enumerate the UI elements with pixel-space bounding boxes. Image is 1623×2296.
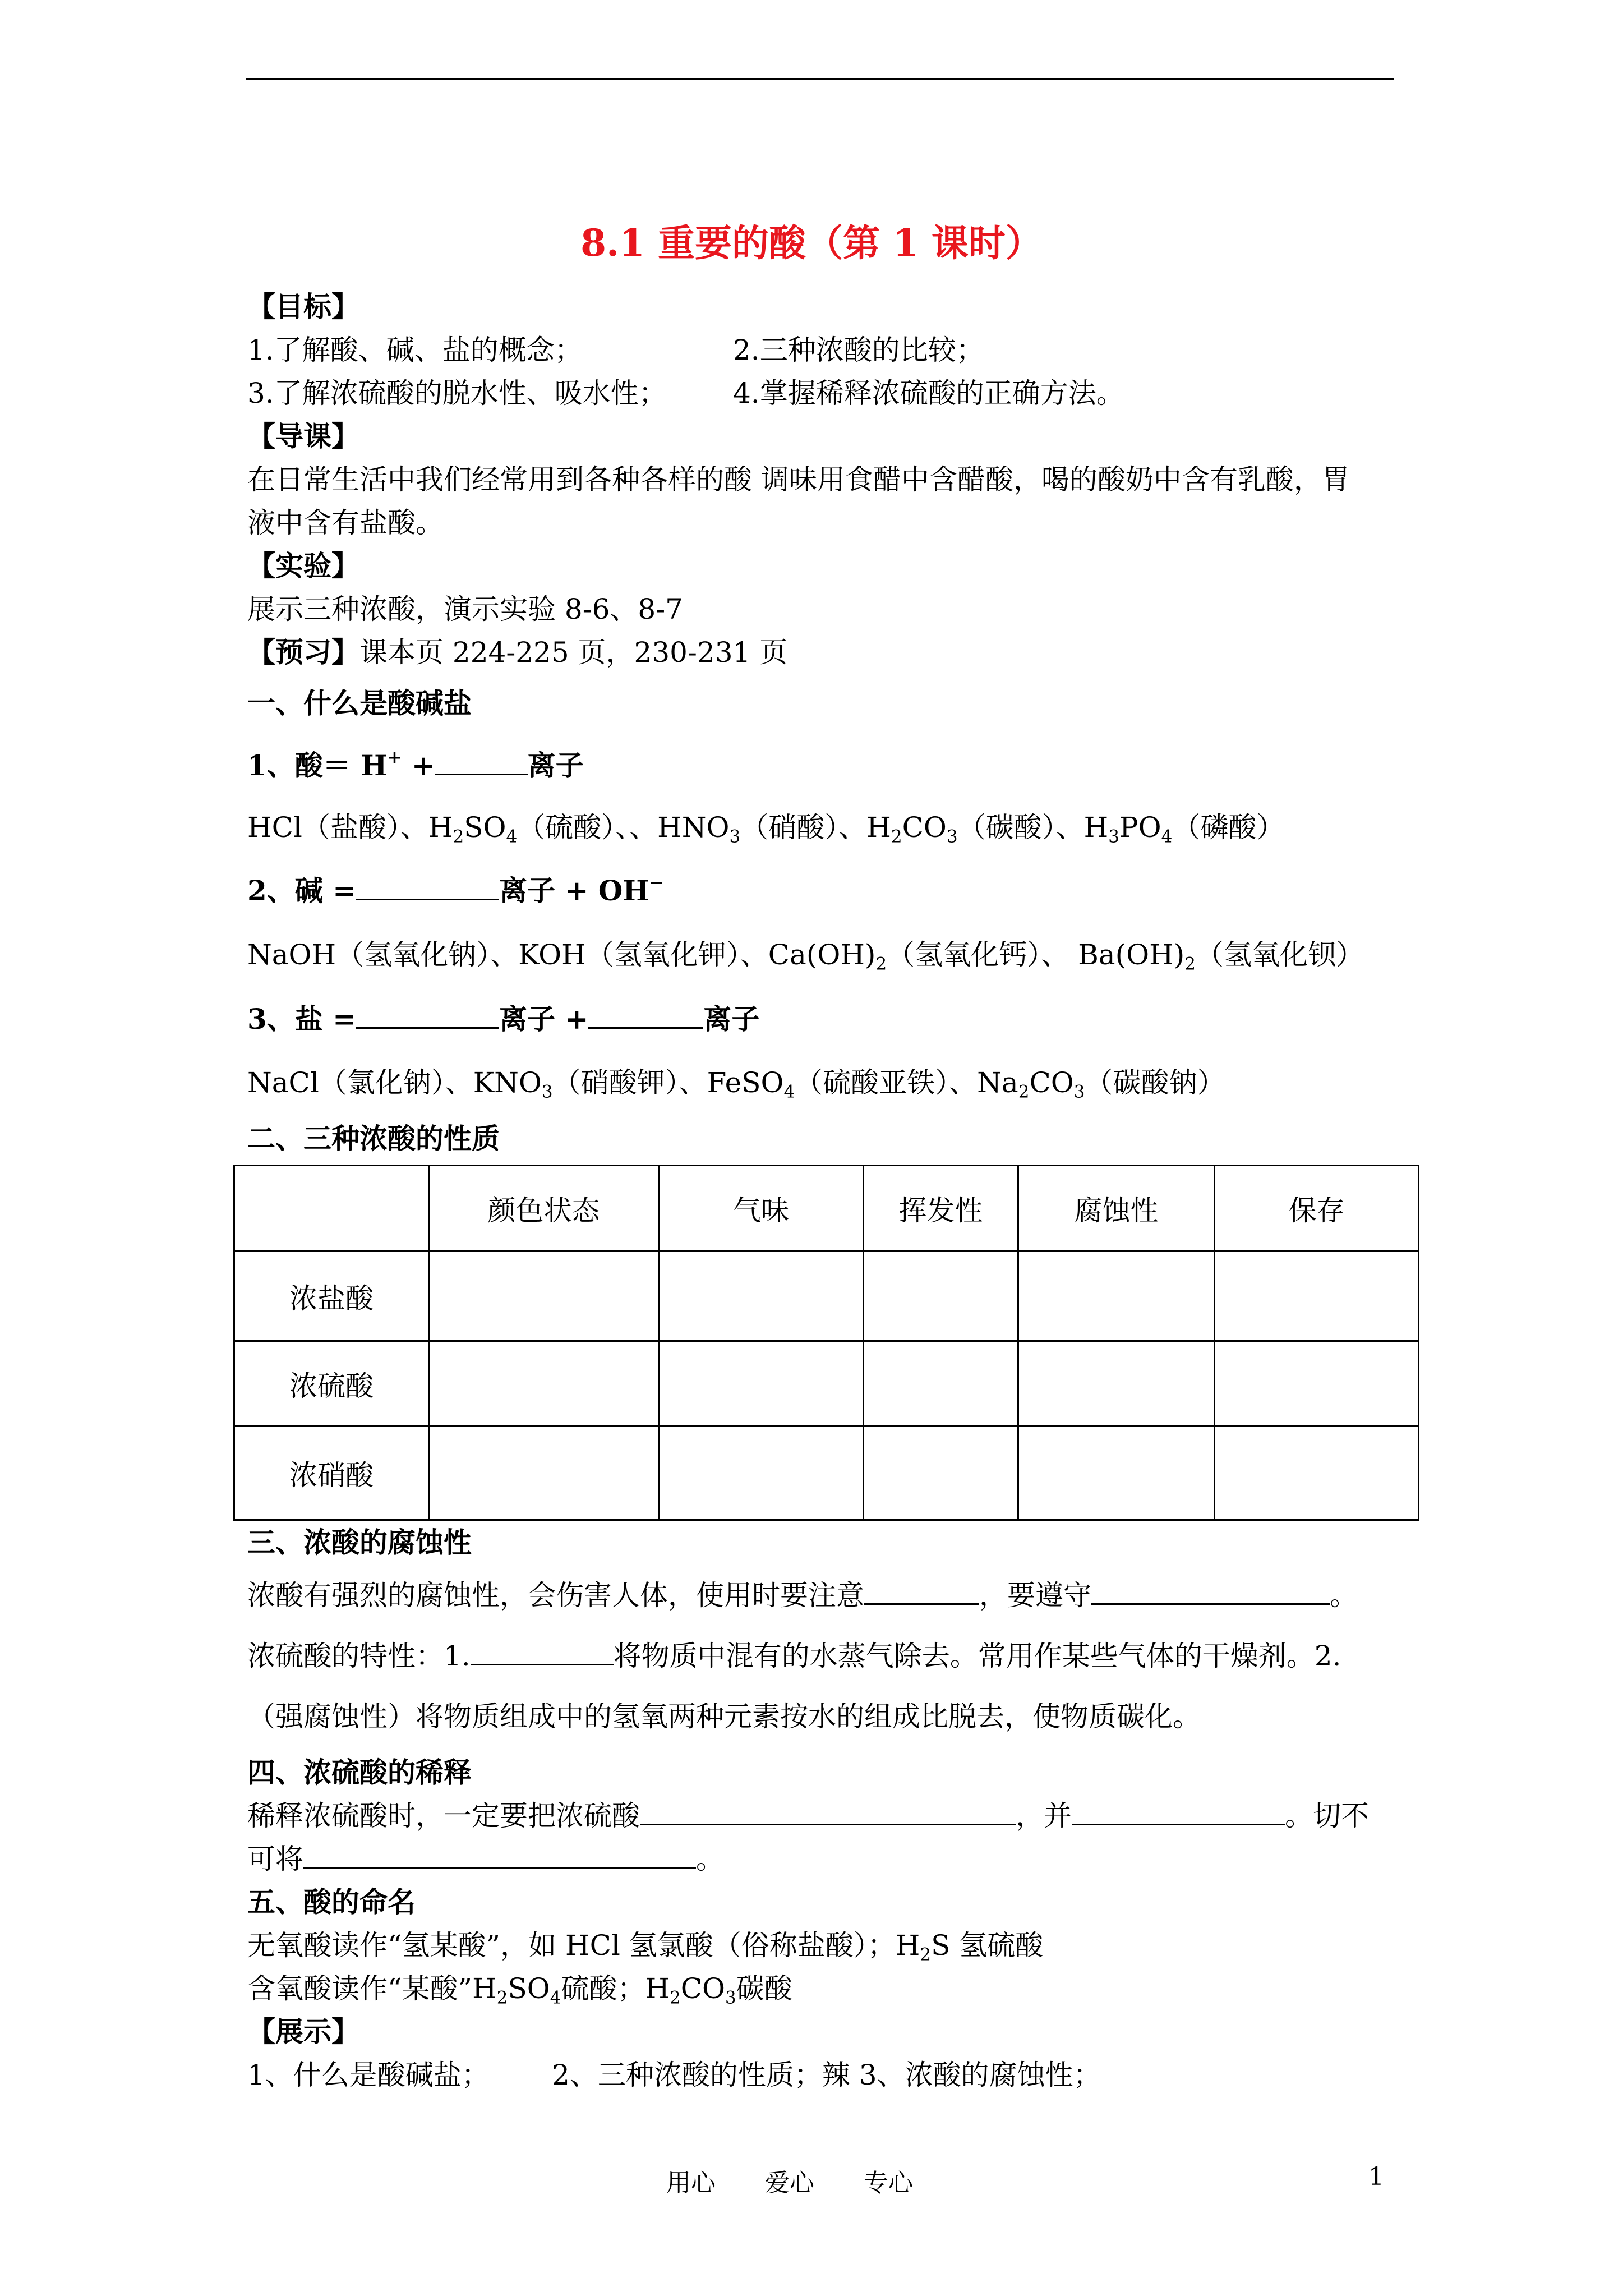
table-row (234, 1251, 1419, 1341)
table-cell[interactable] (429, 1427, 659, 1520)
preview-heading: 【预习】 (247, 636, 359, 669)
table-cell[interactable] (864, 1341, 1018, 1427)
dilution-line-2: 可将 。 (247, 1843, 724, 1875)
row-label-conc-hno3: 浓硝酸 (234, 1427, 429, 1520)
row-label-conc-h2so4: 浓硫酸 (234, 1341, 429, 1427)
base-definition (247, 873, 664, 909)
display-heading: 【展示】 (247, 2015, 359, 2048)
section1-heading: 一、什么是酸碱盐 (247, 687, 472, 720)
acid-def-prefix: 1、酸＝ H (247, 749, 388, 782)
table-header-color-state: 颜色状态 (429, 1166, 659, 1251)
row-label-conc-hcl: 浓盐酸 (234, 1251, 429, 1341)
display-text: 1、什么是酸碱盐； 2、三种浓酸的性质；辣 3、浓酸的腐蚀性； (247, 2059, 1101, 2091)
table-header-odor: 气味 (659, 1166, 864, 1251)
section5-heading: 五、酸的命名 (247, 1885, 416, 1918)
experiment-text: 展示三种浓酸，演示实验 8-6、8-7 (247, 593, 683, 625)
table-header-corner (234, 1166, 429, 1251)
footer-slogan-2: 爱心 (765, 2169, 814, 2197)
dilution-line-1: 稀释浓硫酸时，一定要把浓硫酸 ，并 。切不 (247, 1800, 1369, 1832)
table-cell[interactable] (659, 1341, 864, 1427)
page-title: 8.1 重要的酸（第 1 课时） (580, 221, 1043, 265)
dilution-blank-3[interactable] (303, 1842, 696, 1869)
salt-definition (247, 1001, 759, 1037)
salt-def-middle: 离子 + (499, 1002, 589, 1036)
table-cell[interactable] (429, 1341, 659, 1427)
table-header-storage: 保存 (1215, 1166, 1419, 1251)
sulfuric-properties: 浓硫酸的特性：1. 将物质中混有的水蒸气除去。常用作某些气体的干燥剂。2. (247, 1640, 1341, 1672)
intro-line-1: 在日常生活中我们经常用到各种各样的酸 调味用食醋中含醋酸，喝的酸奶中含有乳酸，胃 (247, 463, 1350, 496)
intro-line-2: 液中含有盐酸。 (247, 507, 444, 539)
section2-heading: 二、三种浓酸的性质 (247, 1122, 500, 1155)
section4-heading: 四、浓硫酸的稀释 (247, 1756, 472, 1789)
table-header-row (234, 1166, 1419, 1251)
preview-line (247, 634, 787, 670)
table-header-corrosiveness: 腐蚀性 (1018, 1166, 1215, 1251)
table-row (234, 1427, 1419, 1520)
objectives-heading: 【目标】 (247, 290, 359, 323)
hydrogen-ion-charge: + (387, 747, 402, 768)
hydroxide-charge: − (649, 872, 664, 893)
table-cell[interactable] (659, 1427, 864, 1520)
experiment-heading: 【实验】 (247, 549, 359, 582)
property-blank[interactable] (471, 1639, 614, 1665)
table-row (234, 1341, 1419, 1427)
header-rule (246, 78, 1394, 80)
table-cell[interactable] (1215, 1427, 1419, 1520)
base-examples: NaOH（氢氧化钠）、KOH（氢氧化钾）、$Ca(OH)_2$（氢氧化钙）、 $Ba(OH)_2$（氢氧化钡） (247, 938, 1364, 974)
salt-anion-blank[interactable] (588, 1002, 703, 1029)
rules-blank[interactable] (1091, 1579, 1330, 1605)
corrosive-warning: 浓酸有强烈的腐蚀性，会伤害人体，使用时要注意 ，要遵守 。 (247, 1579, 1358, 1612)
salt-def-prefix: 3、盐 = (247, 1002, 357, 1036)
page-number: 1 (1368, 2162, 1384, 2191)
section3-heading: 三、浓酸的腐蚀性 (247, 1526, 472, 1559)
table-cell[interactable] (864, 1427, 1018, 1520)
naming-oxygen-free: 无氧酸读作“氢某酸”，如 HCl 氢氯酸（俗称盐酸）；$H_2S$ 氢硫酸 (247, 1929, 1044, 1965)
acid-anion-blank[interactable] (435, 749, 528, 775)
acid-properties-table (233, 1165, 1419, 1521)
table-header-volatility: 挥发性 (864, 1166, 1018, 1251)
footer-slogan-1: 用心 (666, 2169, 716, 2197)
table-cell[interactable] (1215, 1341, 1419, 1427)
table-cell[interactable] (1215, 1251, 1419, 1341)
objective-2: 2.三种浓酸的比较； (733, 334, 984, 366)
dehydration-text: （强腐蚀性）将物质组成中的氢氧两种元素按水的组成比脱去，使物质碳化。 (247, 1700, 1201, 1733)
table-cell[interactable] (1018, 1341, 1215, 1427)
objective-1: 1.了解酸、碱、盐的概念； (247, 334, 583, 366)
preview-text: 课本页 224-225 页，230-231 页 (359, 636, 788, 669)
acid-def-plus: + (402, 749, 435, 782)
acid-definition (247, 748, 584, 784)
base-def-suffix: 离子 + OH (499, 874, 649, 907)
salt-def-suffix: 离子 (703, 1002, 760, 1036)
salt-examples: NaCl（氯化钠）、$KNO_3$（硝酸钾）、FeSO$_4$（硫酸亚铁）、$Na_2CO_3$（碳酸钠） (247, 1066, 1225, 1102)
table-cell[interactable] (429, 1251, 659, 1341)
caution-blank[interactable] (864, 1579, 979, 1605)
naming-oxyacid: 含氧酸读作“某酸$”H_2SO_4$硫酸；$H_2CO_3$碳酸 (247, 1972, 792, 2008)
objective-3: 3.了解浓硫酸的脱水性、吸水性； (247, 377, 667, 409)
table-cell[interactable] (659, 1251, 864, 1341)
footer-slogan-3: 专心 (864, 2169, 913, 2197)
acid-examples: HCl（盐酸）、$H_2SO_4$（硫酸）、、$HNO_3$（硝酸）、$H_2CO_3$（碳酸）、$H_3PO_4$（磷酸） (247, 811, 1285, 847)
intro-heading: 【导课】 (247, 420, 359, 453)
table-cell[interactable] (1018, 1251, 1215, 1341)
table-cell[interactable] (1018, 1427, 1215, 1520)
base-cation-blank[interactable] (356, 874, 499, 900)
salt-cation-blank[interactable] (356, 1002, 499, 1029)
dilution-blank-1[interactable] (640, 1799, 1016, 1825)
base-def-prefix: 2、碱 = (247, 874, 357, 907)
table-cell[interactable] (864, 1251, 1018, 1341)
objective-4: 4.掌握稀释浓硫酸的正确方法。 (733, 377, 1124, 409)
acid-def-suffix: 离子 (527, 749, 584, 782)
dilution-blank-2[interactable] (1072, 1799, 1285, 1825)
